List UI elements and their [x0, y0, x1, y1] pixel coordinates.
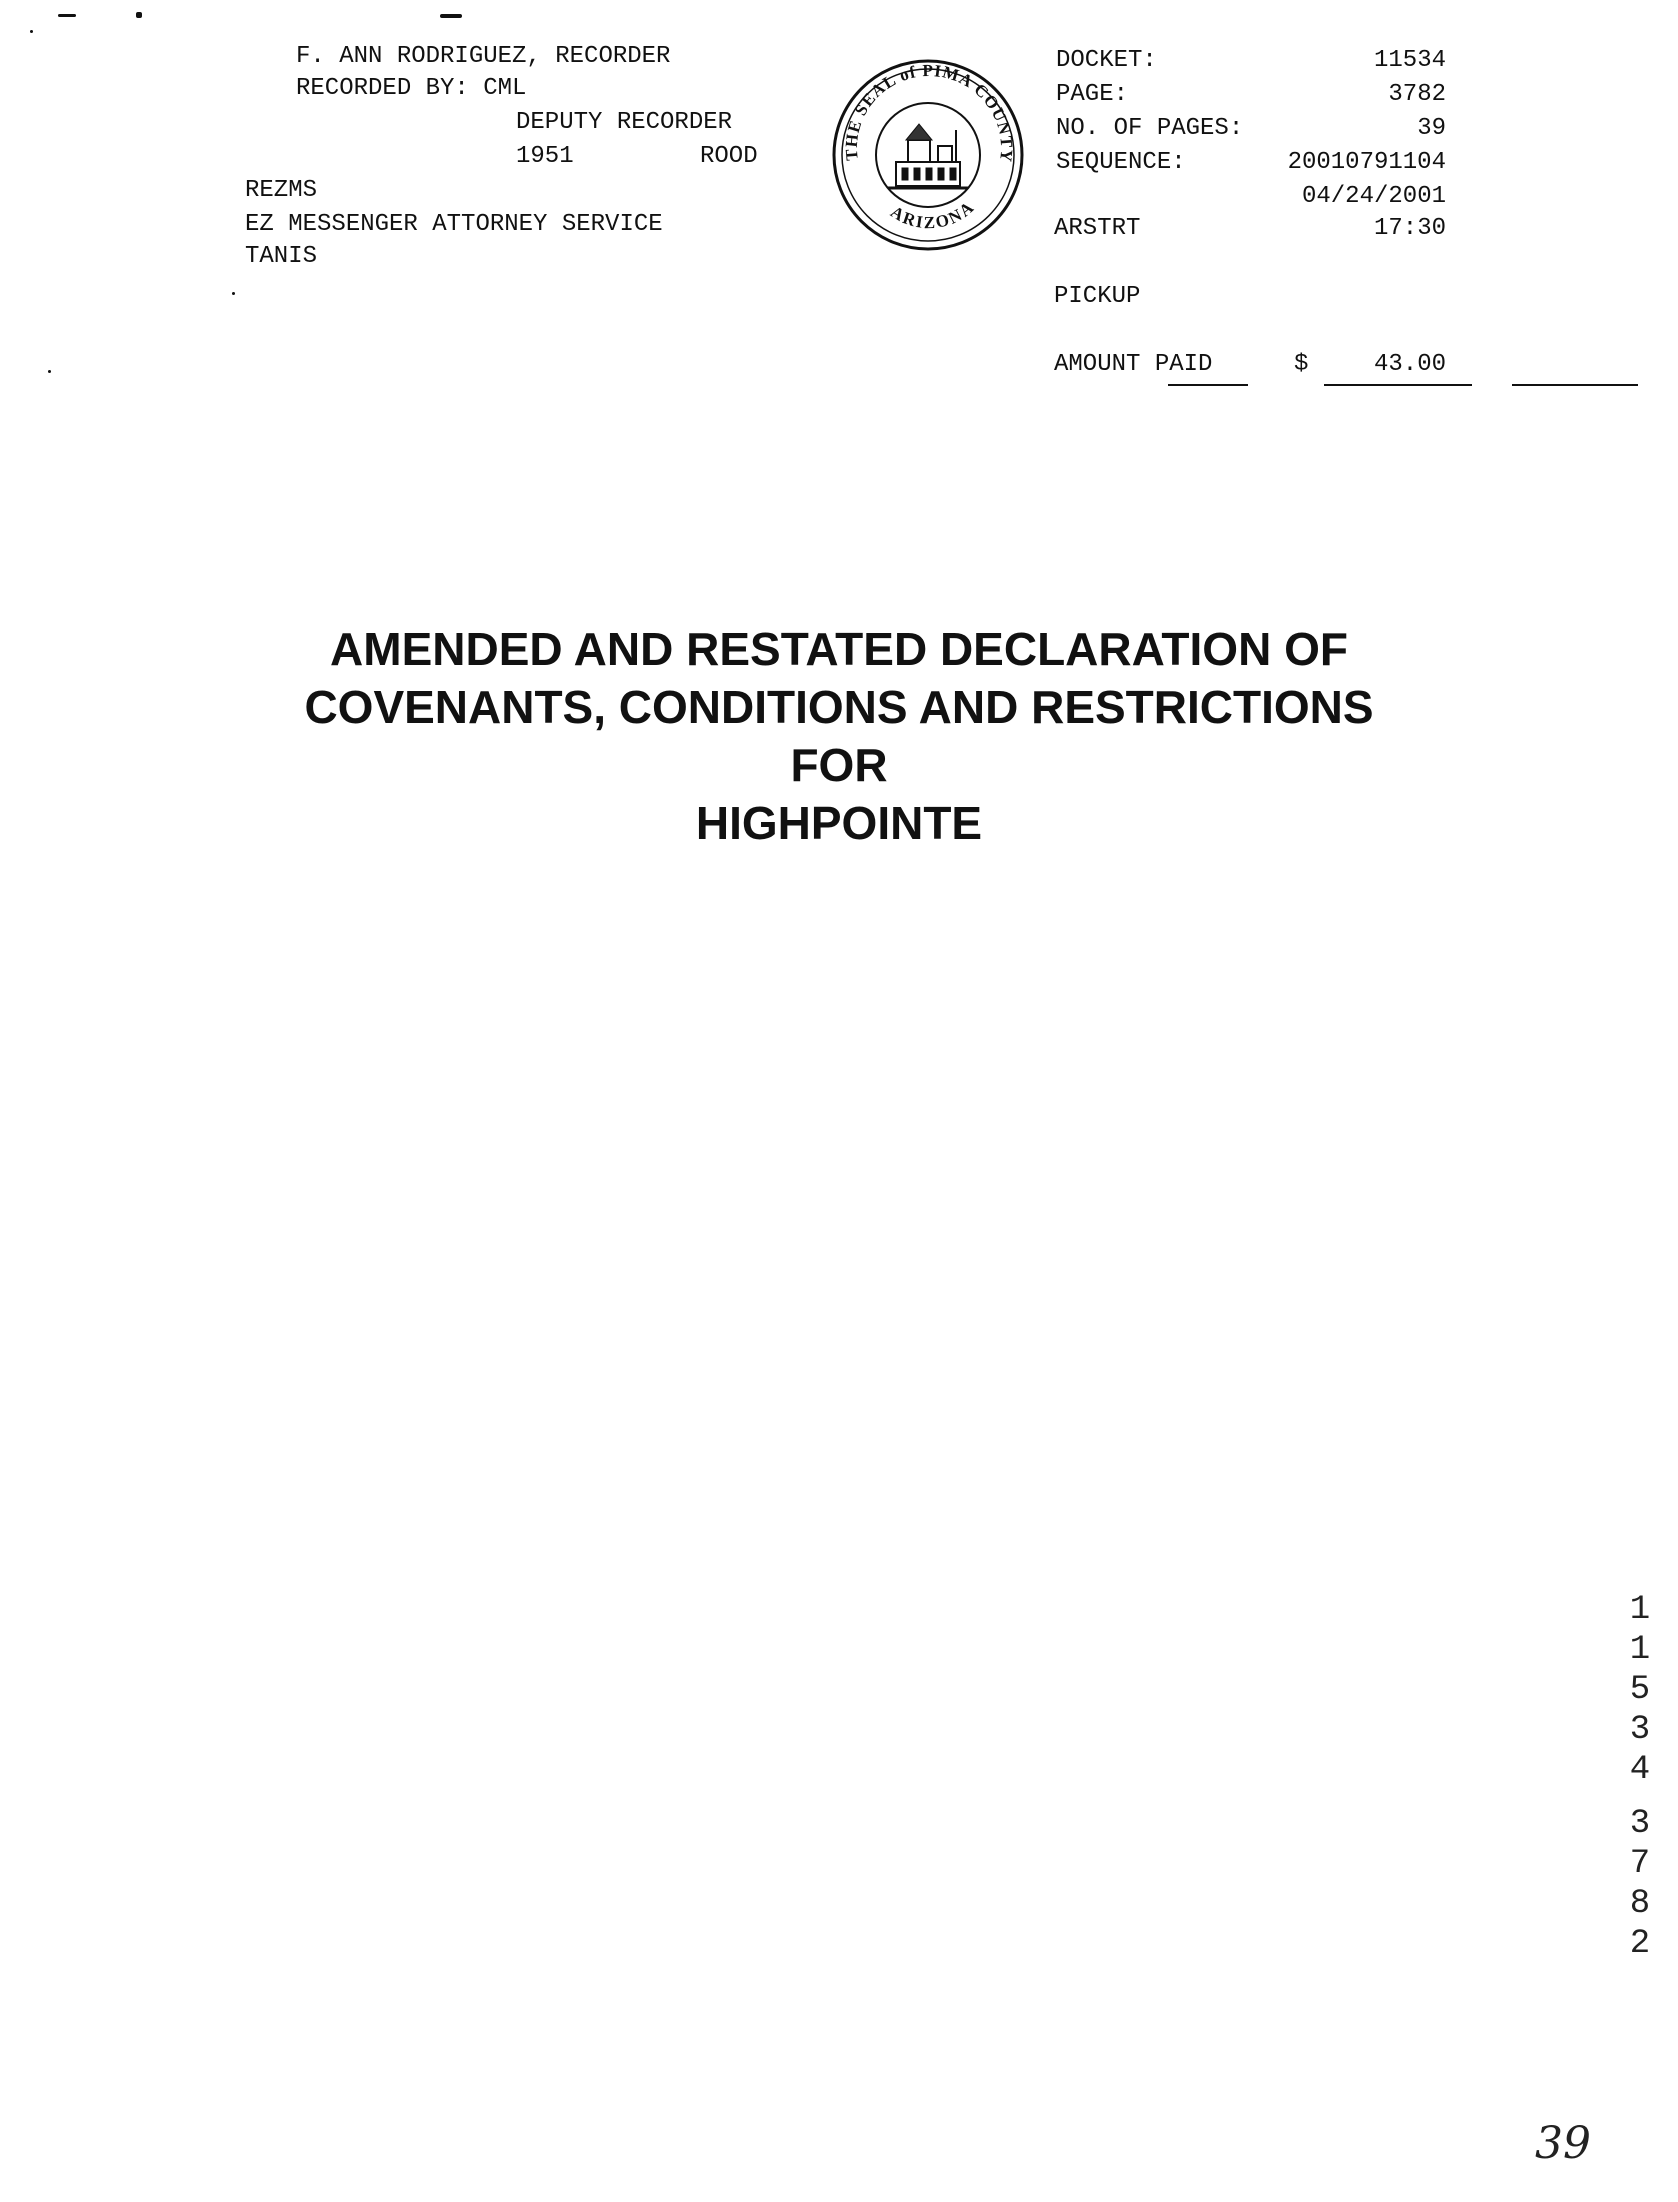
amount-paid-label: AMOUNT PAID [1054, 351, 1213, 378]
docket-value: 11534 [1373, 47, 1446, 74]
recorder-code-right: ROOD [700, 143, 758, 170]
scan-speck [48, 370, 51, 373]
margin-rule [1512, 384, 1638, 386]
scan-speck [440, 14, 462, 18]
title-line-1: AMENDED AND RESTATED DECLARATION OF [330, 623, 1348, 675]
county-seal [828, 50, 1028, 260]
side-stamp-digit: 5 [1629, 1671, 1651, 1709]
svg-text:THE SEAL of PIMA COUNTY [842, 61, 1016, 164]
amount-paid-value: 43.00 [1373, 351, 1446, 378]
docket-label: DOCKET: [1056, 47, 1157, 74]
recorder-name: F. ANN RODRIGUEZ, RECORDER [296, 43, 671, 70]
side-stamp-digit: 4 [1629, 1751, 1651, 1789]
side-stamp-digit: 3 [1629, 1805, 1651, 1843]
side-stamp-number [1620, 1590, 1660, 1963]
page-value: 3782 [1388, 81, 1446, 108]
rezms-label: REZMS [245, 177, 318, 204]
arstrt-label: ARSTRT [1054, 215, 1141, 242]
title-line-4: HIGHPOINTE [695, 797, 983, 849]
pickup-label: PICKUP [1054, 283, 1141, 310]
seal-top-text: THE SEAL of PIMA COUNTY [841, 60, 1017, 164]
svg-text:ARIZONA [887, 197, 978, 232]
title-line-2: COVENANTS, CONDITIONS AND RESTRICTIONS [304, 681, 1374, 733]
document-title [0, 620, 1678, 852]
seal-bottom-text: ARIZONA [887, 196, 979, 233]
amount-underline [1324, 384, 1472, 386]
sequence-label: SEQUENCE: [1056, 149, 1186, 176]
side-stamp-digit: 7 [1629, 1845, 1651, 1883]
handwritten-page-number: 39 [1535, 2118, 1591, 2169]
scan-speck [58, 14, 76, 17]
pages-label: NO. OF PAGES: [1056, 115, 1244, 142]
scan-speck [30, 30, 33, 33]
title-line-3: FOR [790, 739, 888, 791]
amount-underline-short [1168, 384, 1248, 386]
recorder-code-left: 1951 [516, 143, 574, 170]
side-stamp-digit: 1 [1629, 1631, 1651, 1669]
scan-speck [232, 292, 235, 295]
recorded-date: 04/24/2001 [1301, 183, 1446, 210]
currency-symbol: $ [1294, 351, 1309, 378]
seal-building-icon [888, 124, 968, 188]
recorded-by: RECORDED BY: CML [296, 75, 527, 102]
page-label: PAGE: [1056, 81, 1129, 108]
side-stamp-digit: 1 [1629, 1591, 1651, 1629]
side-stamp-digit: 2 [1629, 1925, 1651, 1963]
side-stamp-digit: 8 [1629, 1885, 1651, 1923]
side-stamp-digit: 3 [1629, 1711, 1651, 1749]
sequence-value: 20010791104 [1287, 149, 1446, 176]
messenger-service: EZ MESSENGER ATTORNEY SERVICE [245, 211, 663, 238]
recorded-time: 17:30 [1373, 215, 1446, 242]
tanis-label: TANIS [245, 243, 318, 270]
pages-value: 39 [1417, 115, 1446, 142]
scan-speck [136, 12, 142, 18]
deputy-recorder: DEPUTY RECORDER [516, 109, 733, 136]
